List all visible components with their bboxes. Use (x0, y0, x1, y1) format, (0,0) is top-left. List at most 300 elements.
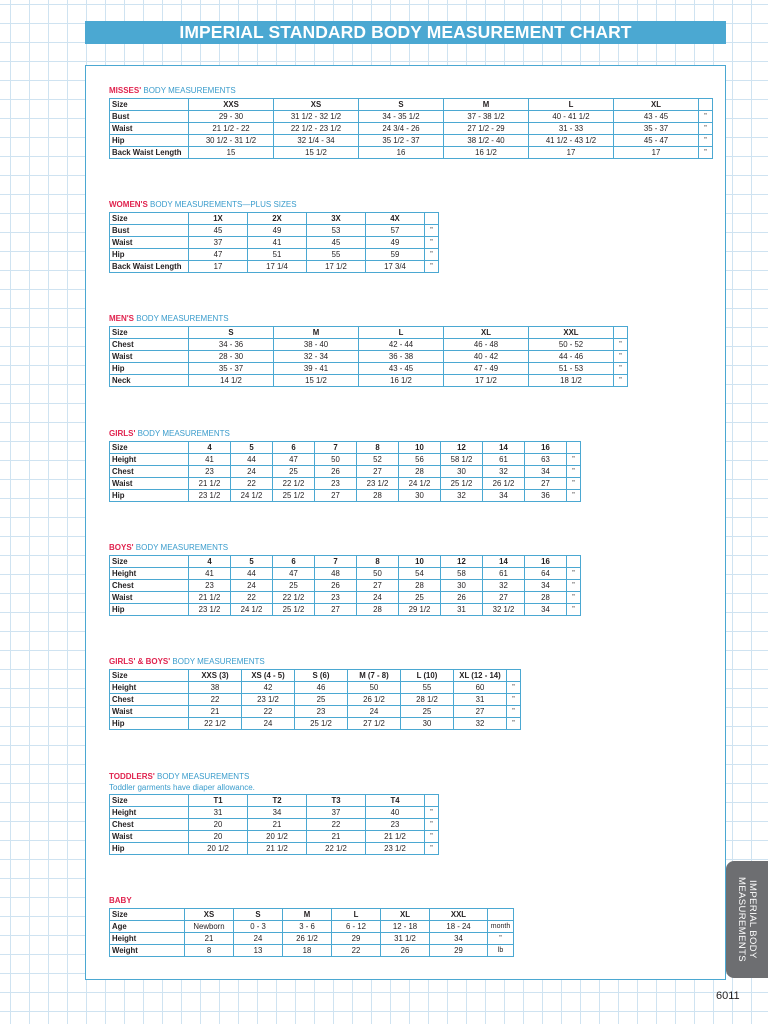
section-title (109, 772, 439, 783)
table-row (110, 478, 581, 490)
table-cell: 24 (234, 933, 283, 945)
table-cell: 32 (454, 718, 507, 730)
table-cell: 25 1/2 (441, 478, 483, 490)
table-cell: 23 1/2 (357, 478, 399, 490)
unit-cell: " (614, 351, 628, 363)
table-cell: 22 (242, 706, 295, 718)
unit-cell: " (425, 249, 439, 261)
size-column-header: 5 (231, 556, 273, 568)
table-cell: 54 (399, 568, 441, 580)
table-row (110, 682, 521, 694)
table-cell: 14 1/2 (189, 375, 274, 387)
table-row (110, 921, 514, 933)
row-label: Waist (110, 237, 189, 249)
table-cell: 22 1/2 (189, 718, 242, 730)
row-label: Hip (110, 363, 189, 375)
section-title (109, 429, 581, 440)
table-cell: 30 (399, 490, 441, 502)
table-cell: 28 1/2 (401, 694, 454, 706)
table-cell: 58 (441, 568, 483, 580)
table-cell: 37 - 38 1/2 (444, 111, 529, 123)
table-cell: 22 (307, 819, 366, 831)
table-cell: 27 (483, 592, 525, 604)
table-cell: 32 (441, 490, 483, 502)
table-row (110, 706, 521, 718)
section-girls-boys (109, 657, 521, 730)
table-cell: 59 (366, 249, 425, 261)
unit-cell: " (614, 375, 628, 387)
size-header: Size (110, 909, 185, 921)
table-cell: 24 1/2 (231, 604, 273, 616)
table-cell: 21 (185, 933, 234, 945)
table-cell: 48 (315, 568, 357, 580)
table-cell: 26 (441, 592, 483, 604)
size-column-header: XS (185, 909, 234, 921)
table-cell: 17 1/2 (307, 261, 366, 273)
table-cell: 30 (441, 580, 483, 592)
size-column-header: XS (4 - 5) (242, 670, 295, 682)
table-row (110, 111, 713, 123)
table-cell: 50 (315, 454, 357, 466)
table-row (110, 237, 439, 249)
table-cell: 28 (357, 490, 399, 502)
size-column-header: XXL (430, 909, 488, 921)
unit-cell: " (507, 694, 521, 706)
page-title: IMPERIAL STANDARD BODY MEASUREMENT CHART (85, 21, 726, 44)
table-cell: 31 (189, 807, 248, 819)
table-row (110, 249, 439, 261)
section-girls (109, 429, 581, 502)
table-cell: 20 (189, 831, 248, 843)
table-cell: 28 - 30 (189, 351, 274, 363)
section-title-highlight: MISSES' (109, 86, 142, 95)
table-row (110, 819, 439, 831)
row-label: Chest (110, 694, 189, 706)
size-column-header: M (274, 327, 359, 339)
table-cell: 24 (231, 580, 273, 592)
unit-cell: " (425, 237, 439, 249)
table-cell: 26 1/2 (283, 933, 332, 945)
table-cell: 16 (359, 147, 444, 159)
table-cell: 21 (248, 819, 307, 831)
row-label: Waist (110, 478, 189, 490)
table-cell: 47 (273, 568, 315, 580)
section-title-highlight: GIRLS' & BOYS' (109, 657, 171, 666)
size-column-header: XL (381, 909, 430, 921)
table-row (110, 807, 439, 819)
table-cell: 21 1/2 (248, 843, 307, 855)
size-column-header: S (234, 909, 283, 921)
size-header: Size (110, 670, 189, 682)
table-cell: 34 (525, 580, 567, 592)
size-column-header: S (189, 327, 274, 339)
table-cell: 41 1/2 - 43 1/2 (529, 135, 614, 147)
row-label: Height (110, 682, 189, 694)
size-column-header: XXL (529, 327, 614, 339)
table-cell: 32 (483, 580, 525, 592)
table-cell: 28 (399, 466, 441, 478)
size-column-header: 8 (357, 442, 399, 454)
unit-cell: " (507, 718, 521, 730)
size-column-header: 7 (315, 442, 357, 454)
table-cell: 61 (483, 568, 525, 580)
table-cell: 29 1/2 (399, 604, 441, 616)
section-title-highlight: BABY (109, 896, 132, 905)
size-column-header: 4 (189, 442, 231, 454)
table-header-row (110, 795, 439, 807)
table-cell: 26 1/2 (348, 694, 401, 706)
section-baby (109, 896, 514, 957)
table-cell: Newborn (185, 921, 234, 933)
size-column-header (488, 909, 514, 921)
section-title (109, 543, 581, 554)
size-column-header: 6 (273, 442, 315, 454)
table-cell: 34 (430, 933, 488, 945)
section-title (109, 657, 521, 668)
table-cell: 22 1/2 (307, 843, 366, 855)
table-cell: 34 (483, 490, 525, 502)
table-cell: 27 1/2 (348, 718, 401, 730)
row-label: Weight (110, 945, 185, 957)
table-cell: 8 (185, 945, 234, 957)
table-cell: 23 1/2 (189, 604, 231, 616)
table-cell: 22 (231, 592, 273, 604)
measurement-table (109, 555, 581, 616)
table-cell: 26 (315, 466, 357, 478)
table-cell: 22 1/2 (273, 478, 315, 490)
section-title-highlight: BOYS' (109, 543, 134, 552)
table-cell: 25 1/2 (273, 604, 315, 616)
table-cell: 27 (357, 580, 399, 592)
row-label: Waist (110, 351, 189, 363)
size-column-header: XXS (189, 99, 274, 111)
row-label: Back Waist Length (110, 261, 189, 273)
side-tab-label: IMPERIAL BODY MEASUREMENTS (736, 876, 758, 963)
table-cell: 25 (401, 706, 454, 718)
table-cell: 25 (273, 466, 315, 478)
table-cell: 23 1/2 (242, 694, 295, 706)
size-column-header: M (444, 99, 529, 111)
table-cell: 28 (525, 592, 567, 604)
table-header-row (110, 213, 439, 225)
size-column-header: L (332, 909, 381, 921)
table-cell: 28 (357, 604, 399, 616)
table-row (110, 135, 713, 147)
table-cell: 35 - 37 (189, 363, 274, 375)
table-cell: 18 (283, 945, 332, 957)
size-header: Size (110, 556, 189, 568)
row-label: Height (110, 568, 189, 580)
unit-cell: " (699, 111, 713, 123)
unit-cell: " (567, 466, 581, 478)
table-cell: 27 (357, 466, 399, 478)
table-cell: 17 3/4 (366, 261, 425, 273)
size-column-header: XXS (3) (189, 670, 242, 682)
size-column-header (699, 99, 713, 111)
section-title-rest: BODY MEASUREMENTS (135, 429, 230, 438)
table-cell: 26 1/2 (483, 478, 525, 490)
table-cell: 63 (525, 454, 567, 466)
row-label: Hip (110, 249, 189, 261)
table-cell: 17 (614, 147, 699, 159)
size-column-header: L (359, 327, 444, 339)
table-cell: 22 (231, 478, 273, 490)
size-column-header: 8 (357, 556, 399, 568)
table-cell: 16 1/2 (444, 147, 529, 159)
table-cell: 47 (273, 454, 315, 466)
unit-cell: " (425, 225, 439, 237)
table-cell: 21 1/2 (366, 831, 425, 843)
table-cell: 57 (366, 225, 425, 237)
table-cell: 16 1/2 (359, 375, 444, 387)
unit-cell: month (488, 921, 514, 933)
size-column-header: 16 (525, 442, 567, 454)
row-label: Waist (110, 123, 189, 135)
row-label: Waist (110, 706, 189, 718)
size-column-header: 12 (441, 556, 483, 568)
row-label: Chest (110, 466, 189, 478)
table-cell: 43 - 45 (359, 363, 444, 375)
table-cell: 15 1/2 (274, 147, 359, 159)
table-cell: 55 (401, 682, 454, 694)
row-label: Hip (110, 135, 189, 147)
table-cell: 17 (189, 261, 248, 273)
section-title-highlight: TODDLERS' (109, 772, 155, 781)
table-cell: 36 - 38 (359, 351, 444, 363)
size-column-header: 10 (399, 556, 441, 568)
table-cell: 35 - 37 (614, 123, 699, 135)
table-cell: 15 1/2 (274, 375, 359, 387)
table-cell: 6 - 12 (332, 921, 381, 933)
size-column-header: M (7 - 8) (348, 670, 401, 682)
row-label: Bust (110, 225, 189, 237)
section-title-rest: BODY MEASUREMENTS (170, 657, 265, 666)
table-header-row (110, 670, 521, 682)
size-header: Size (110, 327, 189, 339)
table-cell: 30 (441, 466, 483, 478)
size-header: Size (110, 213, 189, 225)
table-cell: 49 (248, 225, 307, 237)
table-row (110, 945, 514, 957)
table-cell: 31 - 33 (529, 123, 614, 135)
measurement-table (109, 794, 439, 855)
table-cell: 23 (366, 819, 425, 831)
section-title (109, 314, 628, 325)
table-cell: 51 - 53 (529, 363, 614, 375)
table-cell: 20 (189, 819, 248, 831)
unit-cell: " (425, 819, 439, 831)
table-cell: 31 (441, 604, 483, 616)
table-header-row (110, 909, 514, 921)
section-title-rest: BODY MEASUREMENTS (133, 543, 229, 552)
table-cell: 42 (242, 682, 295, 694)
table-cell: 46 - 48 (444, 339, 529, 351)
table-cell: 40 - 42 (444, 351, 529, 363)
measurement-table (109, 98, 713, 159)
table-cell: 40 (366, 807, 425, 819)
table-header-row (110, 442, 581, 454)
size-column-header: T4 (366, 795, 425, 807)
table-cell: 21 1/2 - 22 (189, 123, 274, 135)
size-column-header: 4 (189, 556, 231, 568)
size-column-header: T1 (189, 795, 248, 807)
table-cell: 45 (307, 237, 366, 249)
table-cell: 27 1/2 - 29 (444, 123, 529, 135)
table-cell: 17 1/4 (248, 261, 307, 273)
table-cell: 23 (295, 706, 348, 718)
table-cell: 40 - 41 1/2 (529, 111, 614, 123)
table-cell: 27 (525, 478, 567, 490)
table-cell: 31 1/2 (381, 933, 430, 945)
table-cell: 3 - 6 (283, 921, 332, 933)
row-label: Chest (110, 819, 189, 831)
size-column-header: 5 (231, 442, 273, 454)
unit-cell: " (567, 454, 581, 466)
size-column-header (614, 327, 628, 339)
page-number: 6011 (716, 990, 740, 1002)
table-cell: 27 (315, 604, 357, 616)
size-column-header: S (359, 99, 444, 111)
size-column-header: S (6) (295, 670, 348, 682)
table-cell: 12 - 18 (381, 921, 430, 933)
size-header: Size (110, 99, 189, 111)
measurement-table (109, 441, 581, 502)
row-label: Age (110, 921, 185, 933)
table-cell: 23 1/2 (366, 843, 425, 855)
size-column-header (425, 213, 439, 225)
table-cell: 23 (189, 466, 231, 478)
table-cell: 44 - 46 (529, 351, 614, 363)
table-cell: 27 (315, 490, 357, 502)
row-label: Height (110, 807, 189, 819)
section-title-rest: BODY MEASUREMENTS (141, 86, 236, 95)
section-boys (109, 543, 581, 616)
table-cell: 0 - 3 (234, 921, 283, 933)
table-cell: 31 (454, 694, 507, 706)
unit-cell: " (699, 123, 713, 135)
size-column-header: L (529, 99, 614, 111)
table-cell: 47 - 49 (444, 363, 529, 375)
table-row (110, 375, 628, 387)
table-cell: 44 (231, 568, 273, 580)
table-cell: 21 (307, 831, 366, 843)
unit-cell: " (488, 933, 514, 945)
unit-cell: " (567, 592, 581, 604)
size-column-header: 14 (483, 442, 525, 454)
unit-cell: " (425, 843, 439, 855)
table-cell: 41 (248, 237, 307, 249)
table-cell: 34 (248, 807, 307, 819)
table-cell: 22 1/2 (273, 592, 315, 604)
table-cell: 50 - 52 (529, 339, 614, 351)
table-cell: 18 1/2 (529, 375, 614, 387)
unit-cell: " (425, 807, 439, 819)
section-title (109, 86, 713, 97)
section-womens-plus (109, 200, 439, 273)
unit-cell: " (567, 490, 581, 502)
table-cell: 41 (189, 568, 231, 580)
unit-cell: " (567, 580, 581, 592)
table-cell: 25 1/2 (295, 718, 348, 730)
measurement-table (109, 908, 514, 957)
size-header: Size (110, 442, 189, 454)
table-cell: 24 (348, 706, 401, 718)
table-cell: 15 (189, 147, 274, 159)
table-cell: 22 (189, 694, 242, 706)
table-cell: 39 - 41 (274, 363, 359, 375)
section-title-rest: BODY MEASUREMENTS (154, 772, 250, 781)
table-cell: 45 - 47 (614, 135, 699, 147)
unit-cell: " (507, 682, 521, 694)
table-cell: 58 1/2 (441, 454, 483, 466)
table-cell: 45 (189, 225, 248, 237)
table-row (110, 604, 581, 616)
size-column-header: 1X (189, 213, 248, 225)
size-column-header: 10 (399, 442, 441, 454)
table-cell: 53 (307, 225, 366, 237)
section-misses (109, 86, 713, 159)
table-row (110, 466, 581, 478)
table-row (110, 454, 581, 466)
table-cell: 55 (307, 249, 366, 261)
size-column-header: XL (12 - 14) (454, 670, 507, 682)
section-toddlers (109, 772, 439, 855)
measurement-table (109, 669, 521, 730)
table-cell: 23 (315, 592, 357, 604)
table-cell: 31 1/2 - 32 1/2 (274, 111, 359, 123)
size-column-header: 7 (315, 556, 357, 568)
table-cell: 26 (381, 945, 430, 957)
row-label: Height (110, 454, 189, 466)
table-cell: 24 (357, 592, 399, 604)
table-cell: 29 - 30 (189, 111, 274, 123)
table-row (110, 843, 439, 855)
table-cell: 18 - 24 (430, 921, 488, 933)
table-cell: 30 (401, 718, 454, 730)
table-cell: 47 (189, 249, 248, 261)
unit-cell: " (614, 363, 628, 375)
table-cell: 32 1/4 - 34 (274, 135, 359, 147)
table-cell: 25 1/2 (273, 490, 315, 502)
size-column-header: XL (614, 99, 699, 111)
size-column-header: T3 (307, 795, 366, 807)
row-label: Waist (110, 831, 189, 843)
table-cell: 29 (332, 933, 381, 945)
row-label: Neck (110, 375, 189, 387)
size-column-header: 14 (483, 556, 525, 568)
table-row (110, 123, 713, 135)
unit-cell: " (425, 261, 439, 273)
unit-cell: " (699, 147, 713, 159)
table-cell: 37 (307, 807, 366, 819)
unit-cell: " (567, 568, 581, 580)
row-label: Hip (110, 718, 189, 730)
table-cell: 22 1/2 - 23 1/2 (274, 123, 359, 135)
table-row (110, 568, 581, 580)
table-cell: 23 (315, 478, 357, 490)
section-title (109, 200, 439, 211)
row-label: Waist (110, 592, 189, 604)
table-cell: 35 1/2 - 37 (359, 135, 444, 147)
table-row (110, 351, 628, 363)
table-cell: 38 - 40 (274, 339, 359, 351)
table-cell: 24 1/2 (399, 478, 441, 490)
table-cell: 34 - 35 1/2 (359, 111, 444, 123)
table-row (110, 490, 581, 502)
table-cell: 56 (399, 454, 441, 466)
table-cell: 25 (273, 580, 315, 592)
table-cell: 20 1/2 (189, 843, 248, 855)
